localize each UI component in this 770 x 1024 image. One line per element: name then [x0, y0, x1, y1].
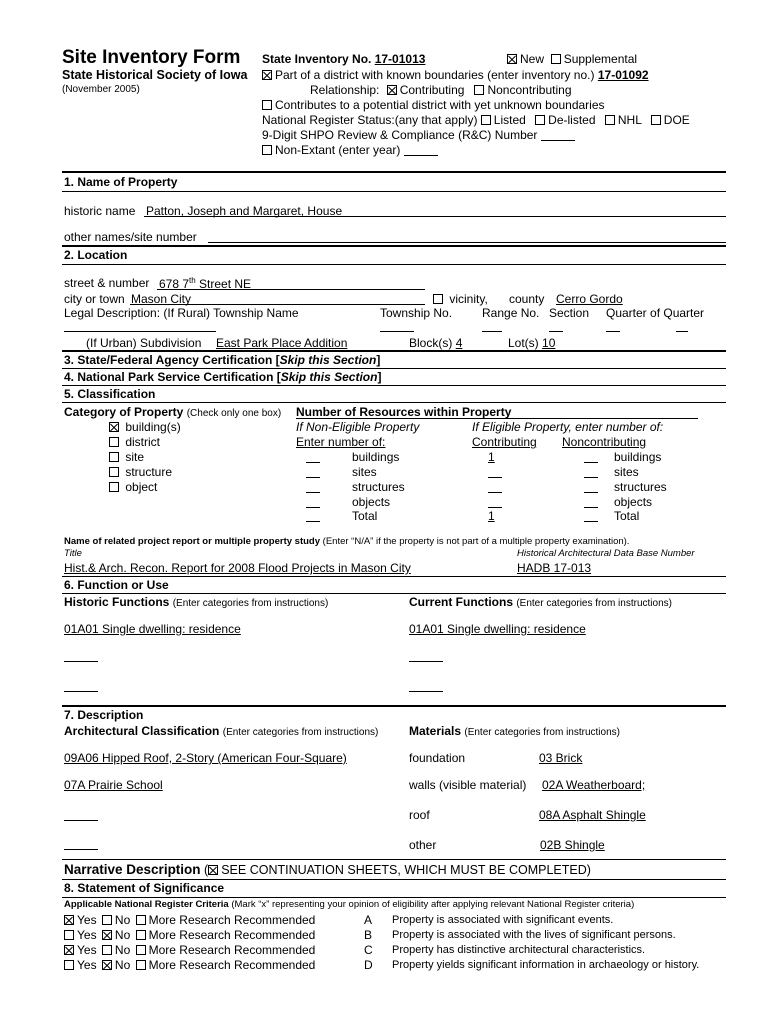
more-research-label: More Research Recommended [148, 943, 316, 957]
more-research-label: More Research Recommended [148, 958, 316, 972]
contributing-column-label: Contributing [472, 435, 537, 449]
non-extant-row [262, 143, 438, 157]
street-value: 678 7 [159, 277, 190, 291]
non-extant-label: Non-Extant (enter year) [275, 143, 401, 157]
arch-class-label: Architectural Classification [64, 724, 220, 738]
category-note: (Check only one box) [186, 408, 282, 419]
other-material-value[interactable]: 02B Shingle [540, 838, 605, 852]
criteria-header [64, 899, 634, 910]
category-option-district[interactable] [109, 435, 160, 449]
materials-note: (Enter categories from instructions) [464, 727, 620, 738]
criterion-c-more-research-checkbox[interactable] [136, 945, 146, 955]
doe-checkbox[interactable] [651, 115, 661, 125]
delisted-label: De-listed [548, 113, 596, 127]
city-underline [130, 304, 425, 305]
quarter-label: Quarter of Quarter [606, 306, 705, 320]
contributing-checkbox[interactable] [387, 85, 397, 95]
no-label: No [114, 913, 131, 927]
listed-label: Listed [493, 113, 526, 127]
resource-row-sites-right: sites [614, 465, 639, 479]
urban-subdivision-label: (If Urban) Subdivision [86, 336, 202, 350]
no-label: No [114, 958, 131, 972]
quarter-of-quarter-field[interactable] [676, 331, 688, 332]
subdivision-value[interactable]: East Park Place Addition [216, 336, 348, 350]
non-eligible-buildings-field[interactable] [306, 462, 320, 463]
non-eligible-sites-field[interactable] [306, 477, 320, 478]
divider [62, 368, 726, 369]
criterion-row-d [64, 958, 315, 972]
current-functions-note: (Enter categories from instructions) [516, 598, 672, 609]
block-row [409, 336, 462, 350]
noncontributing-total-field[interactable] [584, 521, 598, 522]
criterion-row-c [64, 943, 315, 957]
noncontributing-checkbox[interactable] [474, 85, 484, 95]
enter-number-label: Enter number of: [296, 435, 386, 449]
city-label: city or town [64, 292, 125, 306]
hadb-number-value[interactable]: HADB 17-013 [517, 561, 592, 575]
more-research-label: More Research Recommended [148, 928, 316, 942]
part-of-district-checkbox[interactable] [262, 70, 272, 80]
historic-functions-note: (Enter categories from instructions) [172, 598, 329, 609]
category-label-structure: structure [125, 465, 173, 479]
nr-status-label: National Register Status:(any that apply) [262, 113, 478, 127]
criterion-c-text: Property has distinctive architectural characteristics. [392, 944, 646, 956]
criterion-d-more-research-checkbox[interactable] [136, 960, 146, 970]
criterion-a-more-research-checkbox[interactable] [136, 915, 146, 925]
non-extant-checkbox[interactable] [262, 145, 272, 155]
historic-function-value[interactable]: 01A01 Single dwelling: residence [64, 622, 241, 636]
more-research-label: More Research Recommended [148, 913, 316, 927]
historic-functions-header [64, 595, 328, 609]
current-functions-header [409, 595, 672, 609]
non-eligible-objects-field[interactable] [306, 507, 320, 508]
object-checkbox[interactable] [109, 482, 119, 492]
criteria-label: Applicable National Register Criteria [64, 899, 229, 910]
section-2-heading: 2. Location [64, 248, 128, 262]
contributing-sites-field[interactable] [488, 477, 502, 478]
related-study-row [64, 536, 629, 547]
arch-class-field-4[interactable] [64, 849, 98, 850]
resource-row-structures: structures [352, 480, 405, 494]
district-checkbox[interactable] [109, 437, 119, 447]
section-4-skip: Skip this Section [280, 370, 378, 384]
noncontributing-buildings-field[interactable] [584, 462, 598, 463]
category-label-object: object [125, 480, 158, 494]
delisted-checkbox[interactable] [535, 115, 545, 125]
yes-label: Yes [77, 958, 97, 972]
form-title: Site Inventory Form [62, 47, 241, 68]
foundation-value[interactable]: 03 Brick [539, 751, 583, 765]
roof-value[interactable]: 08A Asphalt Shingle [539, 808, 646, 822]
contributing-label: Contributing [399, 83, 465, 97]
nhl-checkbox[interactable] [605, 115, 615, 125]
block-value[interactable]: 4 [455, 336, 463, 350]
noncontributing-sites-field[interactable] [584, 477, 598, 478]
criterion-a-no-checkbox[interactable] [102, 915, 112, 925]
township-number-field[interactable] [380, 331, 414, 332]
category-label-building: building(s) [125, 420, 181, 434]
divider [62, 245, 726, 247]
criterion-c-yes-checkbox[interactable] [64, 945, 74, 955]
narrative-description-row: Narrative Description ( SEE CONTINUATION SHEETS, WHICH MUST BE COMPLETED) [64, 862, 591, 877]
doe-label: DOE [663, 113, 690, 127]
category-option-building[interactable] [109, 420, 181, 434]
national-register-status-row [262, 113, 690, 127]
resource-row-objects: objects [352, 495, 391, 509]
new-supplemental-row [507, 52, 637, 66]
lot-row [508, 336, 555, 350]
arch-class-value-1[interactable]: 09A06 Hipped Roof, 2-Story (American Four-Square) [64, 751, 347, 765]
arch-class-field-3[interactable] [64, 820, 98, 821]
quarter-field[interactable] [606, 331, 620, 332]
resource-row-sites: sites [352, 465, 377, 479]
divider [62, 859, 726, 860]
roof-label: roof [409, 808, 430, 822]
criterion-row-b [64, 928, 315, 942]
divider [62, 385, 726, 386]
street-underline [157, 289, 425, 290]
historic-name-underline [144, 216, 726, 217]
section-4-close: ] [377, 370, 382, 384]
materials-label: Materials [409, 724, 462, 738]
divider [62, 264, 726, 265]
category-label: Category of Property [64, 405, 184, 419]
potential-district-checkbox[interactable] [262, 100, 272, 110]
section-3-heading [64, 353, 380, 367]
section-3-skip: Skip this Section [279, 353, 377, 367]
part-of-district-label: Part of a district with known boundaries (enter inventory no.) [275, 68, 595, 82]
related-study-note: (Enter “N/A” if the property is not part of a multiple property examination). [322, 536, 630, 547]
narrative-description-note: SEE CONTINUATION SHEETS, WHICH MUST BE COMPLETED) [221, 863, 591, 877]
section-6-heading: 6. Function or Use [64, 578, 169, 592]
divider [62, 879, 726, 880]
criterion-b-more-research-checkbox[interactable] [136, 930, 146, 940]
potential-district-label: Contributes to a potential district with yet unknown boundaries [275, 98, 605, 112]
section-field[interactable] [549, 331, 563, 332]
criterion-d-no-checkbox[interactable] [102, 960, 112, 970]
resource-row-objects-right: objects [614, 495, 653, 509]
section-7-heading: 7. Description [64, 708, 144, 722]
new-label: New [520, 52, 545, 66]
part-of-district-row [262, 68, 649, 82]
contributing-objects-field[interactable] [488, 507, 502, 508]
criterion-b-text: Property is associated with the lives of significant persons. [392, 929, 676, 941]
category-header [64, 405, 281, 419]
criterion-c-letter: C [364, 943, 373, 957]
non-eligible-total-field[interactable] [306, 521, 320, 522]
foundation-label: foundation [409, 751, 466, 765]
section-5-heading: 5. Classification [64, 387, 156, 401]
historic-function-field-2[interactable] [64, 661, 98, 662]
arch-class-value-2[interactable]: 07A Prairie School [64, 778, 163, 792]
divider [62, 897, 726, 898]
noncontributing-objects-field[interactable] [584, 507, 598, 508]
criterion-d-yes-checkbox[interactable] [64, 960, 74, 970]
form-date: (November 2005) [62, 84, 140, 95]
street-ordinal: th [189, 276, 196, 285]
current-functions-label: Current Functions [409, 595, 513, 609]
section-label: Section [549, 306, 590, 320]
section-3-title: 3. State/Federal Agency Certification [ [64, 353, 280, 367]
county-value[interactable]: Cerro Gordo [556, 292, 623, 306]
eligible-label: If Eligible Property, enter number of: [472, 420, 664, 434]
current-function-field-3[interactable] [409, 691, 443, 692]
no-label: No [114, 928, 131, 942]
potential-district-row [262, 98, 605, 112]
relationship-row [310, 83, 572, 97]
divider [62, 593, 726, 594]
site-checkbox[interactable] [109, 452, 119, 462]
category-label-site: site [125, 450, 145, 464]
contributing-buildings-value[interactable]: 1 [488, 450, 495, 464]
yes-label: Yes [77, 913, 97, 927]
section-3-close: ] [376, 353, 381, 367]
yes-label: Yes [77, 928, 97, 942]
resource-row-total-right: Total [614, 509, 640, 523]
historic-functions-label: Historic Functions [64, 595, 170, 609]
criteria-note: (Mark “x” representing your opinion of eligibility after applying relevant National Register criteria) [231, 899, 635, 910]
resource-row-structures-right: structures [614, 480, 667, 494]
lot-value[interactable]: 10 [542, 336, 556, 350]
vicinity-row [433, 292, 488, 306]
shpo-number-row [262, 128, 575, 142]
building-checkbox[interactable] [109, 422, 119, 432]
hadb-label: Historical Architectural Data Base Number [517, 548, 695, 559]
no-label: No [114, 943, 131, 957]
related-study-label: Name of related project report or multiple property study [64, 536, 321, 547]
resource-row-buildings: buildings [352, 450, 400, 464]
contributing-total-value[interactable]: 1 [488, 509, 495, 523]
section-1-heading: 1. Name of Property [64, 175, 178, 189]
vicinity-label: vicinity, [449, 292, 488, 306]
nhl-label: NHL [617, 113, 642, 127]
section-8-heading: 8. Statement of Significance [64, 881, 225, 895]
street-number-label: street & number [64, 276, 150, 290]
walls-label: walls (visible material) [409, 778, 527, 792]
new-checkbox[interactable] [507, 54, 517, 64]
criterion-a-yes-checkbox[interactable] [64, 915, 74, 925]
supplemental-label: Supplemental [563, 52, 638, 66]
inventory-number-row [262, 52, 425, 66]
walls-value[interactable]: 02A Weatherboard; [542, 778, 646, 792]
historic-name-value[interactable]: Patton, Joseph and Margaret, House [146, 204, 343, 218]
criterion-c-no-checkbox[interactable] [102, 945, 112, 955]
non-eligible-label: If Non-Eligible Property [296, 420, 420, 434]
inventory-number-label: State Inventory No. [262, 52, 372, 66]
divider [62, 350, 726, 352]
noncontributing-column-label: Noncontributing [562, 435, 647, 449]
divider [62, 576, 726, 577]
range-number-field[interactable] [482, 331, 502, 332]
current-function-field-2[interactable] [409, 661, 443, 662]
listed-checkbox[interactable] [481, 115, 491, 125]
contributing-structures-field[interactable] [488, 492, 502, 493]
noncontributing-label: Noncontributing [487, 83, 572, 97]
criterion-b-letter: B [364, 928, 373, 942]
category-option-object[interactable] [109, 480, 157, 494]
township-number-label: Township No. [380, 306, 453, 320]
street-rest: Street NE [195, 277, 252, 291]
relationship-label: Relationship: [310, 83, 380, 97]
criterion-a-letter: A [364, 913, 373, 927]
noncontributing-structures-field[interactable] [584, 492, 598, 493]
other-names-field[interactable] [208, 242, 726, 243]
divider [62, 171, 726, 173]
other-material-label: other [409, 838, 437, 852]
historic-name-label: historic name [64, 204, 136, 218]
resource-row-total: Total [352, 509, 378, 523]
block-label: Block(s) [409, 336, 453, 350]
category-option-site[interactable] [109, 450, 144, 464]
section-4-title: 4. National Park Service Certification [ [64, 370, 281, 384]
resources-underline [296, 418, 698, 419]
category-label-district: district [125, 435, 161, 449]
divider [62, 705, 726, 707]
criterion-b-no-checkbox[interactable] [102, 930, 112, 940]
structure-checkbox[interactable] [109, 467, 119, 477]
section-4-heading [64, 370, 381, 384]
shpo-number-label: 9-Digit SHPO Review & Compliance (R&C) Number [262, 128, 538, 142]
divider [62, 402, 726, 403]
title-label: Title [64, 548, 82, 559]
criterion-b-yes-checkbox[interactable] [64, 930, 74, 940]
shpo-number-field[interactable] [541, 129, 575, 141]
arch-class-note: (Enter categories from instructions) [222, 727, 379, 738]
architectural-classification-header [64, 724, 378, 738]
criterion-a-text: Property is associated with significant events. [392, 914, 614, 926]
yes-label: Yes [77, 943, 97, 957]
county-label: county [509, 292, 545, 306]
inventory-number-value[interactable]: 17-01013 [374, 52, 426, 66]
vicinity-checkbox[interactable] [433, 294, 443, 304]
city-value[interactable]: Mason City [131, 292, 192, 306]
criterion-d-letter: D [364, 958, 373, 972]
historic-function-field-3[interactable] [64, 691, 98, 692]
township-name-field[interactable] [64, 331, 216, 332]
range-number-label: Range No. [482, 306, 540, 320]
criterion-d-text: Property yields significant information in archaeology or history. [392, 959, 700, 971]
criterion-row-a [64, 913, 315, 927]
legal-description-label: Legal Description: (If Rural) Township Name [64, 306, 299, 320]
supplemental-checkbox[interactable] [551, 54, 561, 64]
resources-heading: Number of Resources within Property [296, 405, 512, 419]
other-names-label: other names/site number [64, 230, 197, 244]
divider [62, 191, 726, 192]
district-number-value[interactable]: 17-01092 [597, 68, 649, 82]
category-option-structure[interactable] [109, 465, 172, 479]
organization-name: State Historical Society of Iowa [62, 68, 248, 82]
continuation-sheets-checkbox[interactable] [208, 865, 218, 875]
non-extant-year-field[interactable] [404, 144, 438, 156]
report-title-value[interactable]: Hist.& Arch. Recon. Report for 2008 Flood Projects in Mason City [64, 561, 411, 575]
lot-label: Lot(s) [508, 336, 539, 350]
materials-header [409, 724, 620, 738]
non-eligible-structures-field[interactable] [306, 492, 320, 493]
narrative-description-label: Narrative Description [64, 862, 201, 877]
current-function-value[interactable]: 01A01 Single dwelling: residence [409, 622, 586, 636]
resource-row-buildings-right: buildings [614, 450, 662, 464]
